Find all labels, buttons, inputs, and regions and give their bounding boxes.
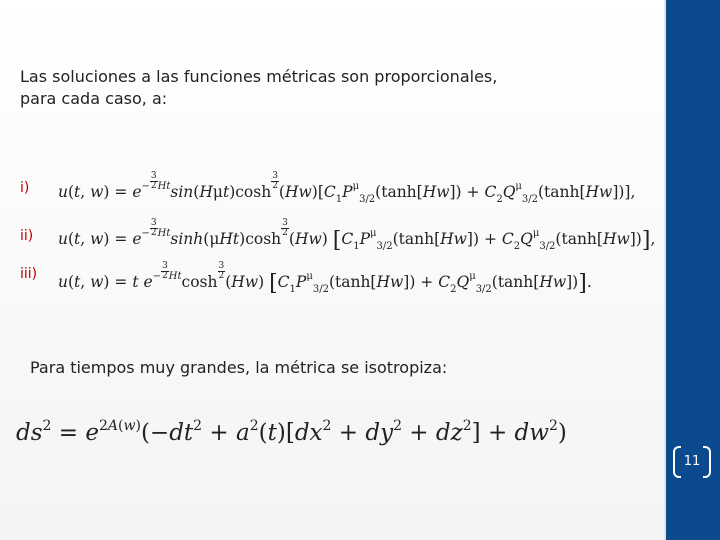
equation-label-iii: iii): [20, 266, 38, 282]
intro-line-1: Las soluciones a las funciones métricas son proporcionales,: [20, 67, 498, 86]
equation-label-ii: ii): [20, 228, 34, 244]
equation-label-i: i): [20, 180, 30, 196]
isotropization-text: Para tiempos muy grandes, la métrica se isotropiza:: [30, 358, 448, 377]
equation-i: u(t, $w) = e^{- \frac{3}{2} Ht}\sin(H\mu t)\cosh$ $^{\frac{3}{2}}$ $(Hw)[C_1P^\mu_{3/2}(\tanh[Hw]) + C_2Q^\mu_{3/2}(\tanh[Hw])]$,: [58, 171, 636, 205]
equation-iii: u(t, w) = t $e^{- \frac{3}{2} Ht}\cosh$ $^{\frac{3}{2}}$ (Hw) $[C_1P^\mu_{3/2}(\tanh[Hw]) + C_2Q^\mu_{3/2}(\tanh[Hw])]$.: [58, 261, 592, 296]
page-number: 11: [668, 446, 716, 476]
intro-line-2: para cada caso, a:: [20, 89, 168, 108]
intro-text: [20, 66, 580, 110]
metric-equation: $ds^2 = e^{2A(w)}(-dt^2 + a^2(t)[dx^2 + dy^2 + dz^2] + dw^2)$: [16, 418, 567, 446]
equation-ii: u(t, $w) = e^{- \frac{3}{2} Ht}\sinh(\mu Ht)\cosh$ $^{\frac{3}{2}}$ (Hw) $[C_1P^\mu_{3/2}(\tanh[Hw]) + C_2Q^\mu_{3/2}(\tanh[Hw])]$,: [58, 218, 656, 253]
